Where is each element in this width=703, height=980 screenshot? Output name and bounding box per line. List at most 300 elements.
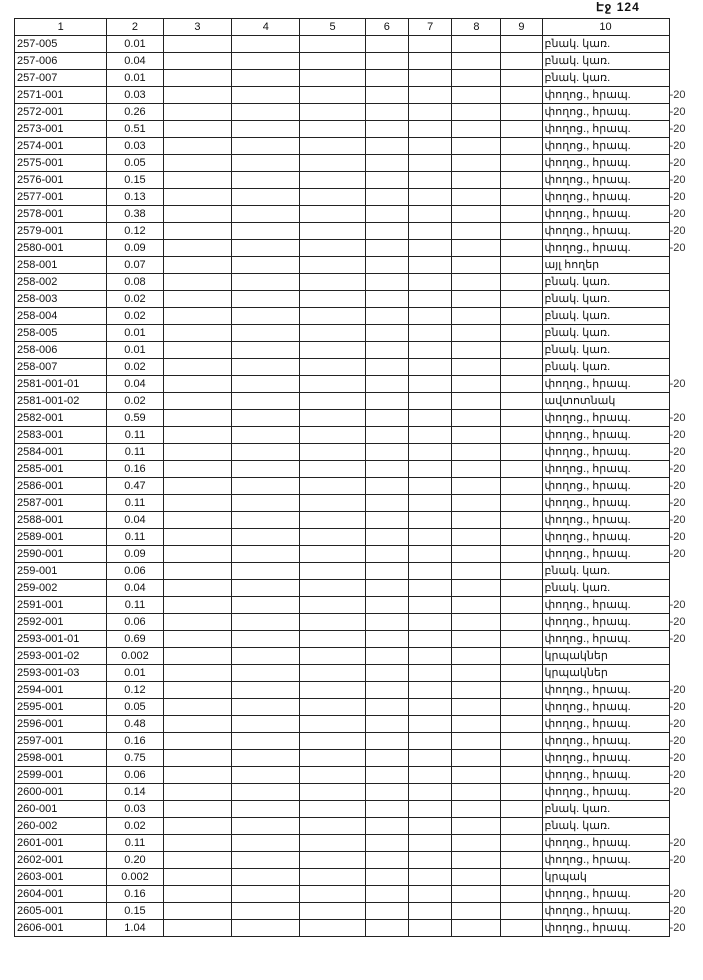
empty-cell: [452, 801, 501, 818]
area-cell: 0.06: [107, 563, 163, 580]
parcel-id-cell: 258-001: [15, 257, 107, 274]
empty-cell: [501, 274, 542, 291]
empty-cell: [163, 274, 231, 291]
empty-cell: [163, 580, 231, 597]
parcel-id-cell: 2602-001: [15, 852, 107, 869]
empty-cell: [232, 410, 300, 427]
empty-cell: [163, 172, 231, 189]
land-use-cell: կրպակ: [542, 869, 669, 886]
margin-mark: [669, 36, 686, 53]
land-use-cell: բնակ. կառ.: [542, 563, 669, 580]
empty-cell: [365, 393, 408, 410]
parcel-id-cell: 2578-001: [15, 206, 107, 223]
empty-cell: [232, 274, 300, 291]
area-cell: 0.002: [107, 648, 163, 665]
margin-mark: [669, 359, 686, 376]
empty-cell: [501, 631, 542, 648]
table-row: [15, 563, 687, 580]
empty-cell: [300, 733, 365, 750]
empty-cell: [365, 138, 408, 155]
empty-cell: [501, 580, 542, 597]
empty-cell: [409, 495, 452, 512]
land-use-cell: փողոց., հրապ.: [542, 495, 669, 512]
empty-cell: [452, 733, 501, 750]
empty-cell: [452, 206, 501, 223]
empty-cell: [452, 274, 501, 291]
table-row: [15, 903, 687, 920]
margin-mark: -20: [669, 837, 686, 849]
parcel-id-cell: 2605-001: [15, 903, 107, 920]
parcel-id-cell: 2600-001: [15, 784, 107, 801]
empty-cell: [452, 563, 501, 580]
area-cell: 0.04: [107, 376, 163, 393]
parcel-id-cell: 2586-001: [15, 478, 107, 495]
empty-cell: [501, 682, 542, 699]
land-register-table: [14, 18, 687, 937]
land-use-cell: փողոց., հրապ.: [542, 546, 669, 563]
empty-cell: [501, 104, 542, 121]
parcel-id-cell: 2588-001: [15, 512, 107, 529]
empty-cell: [365, 733, 408, 750]
area-cell: 0.13: [107, 189, 163, 206]
empty-cell: [409, 631, 452, 648]
empty-cell: [163, 920, 231, 937]
parcel-id-cell: 2596-001: [15, 716, 107, 733]
land-use-cell: բնակ. կառ.: [542, 308, 669, 325]
margin-mark: [669, 53, 686, 70]
parcel-id-cell: 2583-001: [15, 427, 107, 444]
empty-cell: [409, 410, 452, 427]
empty-cell: [232, 308, 300, 325]
table-row: [15, 580, 687, 597]
empty-cell: [300, 87, 365, 104]
table-row: [15, 240, 687, 257]
empty-cell: [163, 138, 231, 155]
table-row: [15, 767, 687, 784]
margin-mark: -20: [669, 463, 686, 475]
empty-cell: [409, 427, 452, 444]
empty-cell: [163, 325, 231, 342]
land-use-cell: կրպակներ: [542, 648, 669, 665]
empty-cell: [365, 53, 408, 70]
empty-cell: [232, 818, 300, 835]
empty-cell: [232, 631, 300, 648]
empty-cell: [300, 240, 365, 257]
land-use-cell: այլ հողեր: [542, 257, 669, 274]
empty-cell: [365, 104, 408, 121]
empty-cell: [409, 665, 452, 682]
empty-cell: [163, 206, 231, 223]
empty-cell: [300, 53, 365, 70]
empty-cell: [163, 376, 231, 393]
empty-cell: [501, 767, 542, 784]
empty-cell: [409, 461, 452, 478]
empty-cell: [163, 784, 231, 801]
empty-cell: [163, 614, 231, 631]
empty-cell: [232, 393, 300, 410]
margin-mark: -20: [669, 786, 686, 798]
margin-mark: -20: [669, 514, 686, 526]
empty-cell: [163, 308, 231, 325]
empty-cell: [163, 359, 231, 376]
empty-cell: [452, 87, 501, 104]
table-row: [15, 444, 687, 461]
table-row: [15, 733, 687, 750]
land-use-cell: փողոց., հրապ.: [542, 784, 669, 801]
empty-cell: [452, 818, 501, 835]
empty-cell: [300, 750, 365, 767]
empty-cell: [232, 614, 300, 631]
margin-mark: [669, 801, 686, 818]
land-use-cell: փողոց., հրապ.: [542, 461, 669, 478]
table-body: [15, 36, 687, 937]
empty-cell: [501, 206, 542, 223]
table-row: [15, 393, 687, 410]
empty-cell: [365, 172, 408, 189]
margin-mark: [669, 665, 686, 682]
empty-cell: [501, 291, 542, 308]
empty-cell: [501, 240, 542, 257]
empty-cell: [163, 886, 231, 903]
table-row: [15, 852, 687, 869]
empty-cell: [452, 784, 501, 801]
empty-cell: [452, 342, 501, 359]
empty-cell: [300, 461, 365, 478]
margin-mark: -20: [669, 446, 686, 458]
table-row: [15, 410, 687, 427]
area-cell: 0.75: [107, 750, 163, 767]
parcel-id-cell: 2582-001: [15, 410, 107, 427]
land-use-cell: փողոց., հրապ.: [542, 716, 669, 733]
area-cell: 0.15: [107, 172, 163, 189]
empty-cell: [163, 852, 231, 869]
empty-cell: [365, 699, 408, 716]
table-row: [15, 920, 687, 937]
empty-cell: [300, 427, 365, 444]
empty-cell: [409, 376, 452, 393]
column-header: 2: [107, 19, 163, 36]
empty-cell: [452, 614, 501, 631]
empty-cell: [365, 648, 408, 665]
parcel-id-cell: 2603-001: [15, 869, 107, 886]
empty-cell: [232, 801, 300, 818]
empty-cell: [409, 886, 452, 903]
empty-cell: [501, 121, 542, 138]
empty-cell: [501, 393, 542, 410]
empty-cell: [232, 257, 300, 274]
table-row: [15, 121, 687, 138]
area-cell: 0.59: [107, 410, 163, 427]
empty-cell: [452, 172, 501, 189]
area-cell: 0.05: [107, 699, 163, 716]
empty-cell: [163, 648, 231, 665]
margin-mark: [669, 563, 686, 580]
table-row: [15, 750, 687, 767]
parcel-id-cell: 260-001: [15, 801, 107, 818]
empty-cell: [365, 818, 408, 835]
empty-cell: [365, 342, 408, 359]
empty-cell: [300, 291, 365, 308]
empty-cell: [501, 903, 542, 920]
parcel-id-cell: 2581-001-02: [15, 393, 107, 410]
margin-mark: -20: [669, 208, 686, 220]
empty-cell: [409, 359, 452, 376]
area-cell: 0.01: [107, 342, 163, 359]
parcel-id-cell: 2580-001: [15, 240, 107, 257]
empty-cell: [501, 852, 542, 869]
empty-cell: [232, 138, 300, 155]
area-cell: 0.20: [107, 852, 163, 869]
empty-cell: [232, 682, 300, 699]
empty-cell: [365, 427, 408, 444]
area-cell: 0.02: [107, 359, 163, 376]
empty-cell: [163, 461, 231, 478]
empty-cell: [163, 342, 231, 359]
empty-cell: [501, 410, 542, 427]
empty-cell: [452, 665, 501, 682]
empty-cell: [163, 801, 231, 818]
parcel-id-cell: 258-006: [15, 342, 107, 359]
empty-cell: [232, 444, 300, 461]
empty-cell: [409, 648, 452, 665]
margin-mark: -20: [669, 752, 686, 764]
empty-cell: [232, 359, 300, 376]
land-use-cell: կրպակներ: [542, 665, 669, 682]
margin-mark: -20: [669, 378, 686, 390]
margin-mark: -20: [669, 684, 686, 696]
empty-cell: [232, 461, 300, 478]
empty-cell: [452, 546, 501, 563]
area-cell: 0.08: [107, 274, 163, 291]
empty-cell: [452, 750, 501, 767]
empty-cell: [409, 767, 452, 784]
empty-cell: [409, 529, 452, 546]
empty-cell: [300, 189, 365, 206]
parcel-id-cell: 2595-001: [15, 699, 107, 716]
margin-mark: -20: [669, 191, 686, 203]
area-cell: 0.11: [107, 444, 163, 461]
empty-cell: [300, 36, 365, 53]
empty-cell: [365, 70, 408, 87]
area-cell: 0.02: [107, 818, 163, 835]
empty-cell: [163, 444, 231, 461]
land-use-cell: փողոց., հրապ.: [542, 529, 669, 546]
parcel-id-cell: 2606-001: [15, 920, 107, 937]
table-row: [15, 869, 687, 886]
table-row: [15, 342, 687, 359]
area-cell: 0.16: [107, 461, 163, 478]
empty-cell: [232, 767, 300, 784]
empty-cell: [409, 155, 452, 172]
table-row: [15, 70, 687, 87]
empty-cell: [501, 376, 542, 393]
empty-cell: [365, 563, 408, 580]
land-use-cell: փողոց., հրապ.: [542, 614, 669, 631]
parcel-id-cell: 257-005: [15, 36, 107, 53]
empty-cell: [452, 104, 501, 121]
parcel-id-cell: 2575-001: [15, 155, 107, 172]
empty-cell: [300, 274, 365, 291]
empty-cell: [501, 189, 542, 206]
table-row: [15, 784, 687, 801]
empty-cell: [232, 699, 300, 716]
land-use-cell: փողոց., հրապ.: [542, 444, 669, 461]
land-use-cell: փողոց., հրապ.: [542, 750, 669, 767]
parcel-id-cell: 258-003: [15, 291, 107, 308]
empty-cell: [163, 104, 231, 121]
table-row: [15, 87, 687, 104]
empty-cell: [300, 529, 365, 546]
parcel-id-cell: 2581-001-01: [15, 376, 107, 393]
land-use-cell: բնակ. կառ.: [542, 580, 669, 597]
parcel-id-cell: 2585-001: [15, 461, 107, 478]
land-use-cell: բնակ. կառ.: [542, 70, 669, 87]
parcel-id-cell: 258-002: [15, 274, 107, 291]
table-row: [15, 274, 687, 291]
area-cell: 0.04: [107, 53, 163, 70]
empty-cell: [232, 648, 300, 665]
parcel-id-cell: 2601-001: [15, 835, 107, 852]
margin-mark: [669, 342, 686, 359]
table-row: [15, 818, 687, 835]
margin-mark: -20: [669, 718, 686, 730]
empty-cell: [409, 257, 452, 274]
empty-cell: [232, 750, 300, 767]
land-use-cell: բնակ. կառ.: [542, 291, 669, 308]
empty-cell: [232, 886, 300, 903]
column-header: 3: [163, 19, 231, 36]
empty-cell: [365, 410, 408, 427]
column-header: 7: [409, 19, 452, 36]
empty-cell: [501, 563, 542, 580]
area-cell: 0.48: [107, 716, 163, 733]
empty-cell: [232, 478, 300, 495]
empty-cell: [501, 920, 542, 937]
land-use-cell: փողոց., հրապ.: [542, 206, 669, 223]
empty-cell: [501, 614, 542, 631]
empty-cell: [300, 512, 365, 529]
land-use-cell: փողոց., հրապ.: [542, 87, 669, 104]
empty-cell: [452, 223, 501, 240]
margin-mark: [669, 580, 686, 597]
land-use-cell: փողոց., հրապ.: [542, 155, 669, 172]
empty-cell: [365, 274, 408, 291]
margin-mark: [669, 648, 686, 665]
margin-mark: [669, 291, 686, 308]
empty-cell: [232, 325, 300, 342]
margin-mark: -20: [669, 701, 686, 713]
parcel-id-cell: 2593-001-03: [15, 665, 107, 682]
empty-cell: [365, 478, 408, 495]
empty-cell: [452, 767, 501, 784]
empty-cell: [501, 597, 542, 614]
empty-cell: [163, 818, 231, 835]
table-row: [15, 291, 687, 308]
empty-cell: [232, 121, 300, 138]
empty-cell: [300, 223, 365, 240]
table-row: [15, 529, 687, 546]
empty-cell: [452, 512, 501, 529]
parcel-id-cell: 259-001: [15, 563, 107, 580]
area-cell: 0.11: [107, 529, 163, 546]
parcel-id-cell: 257-007: [15, 70, 107, 87]
land-use-cell: փողոց., հրապ.: [542, 104, 669, 121]
empty-cell: [409, 801, 452, 818]
parcel-id-cell: 2593-001-02: [15, 648, 107, 665]
table-row: [15, 189, 687, 206]
empty-cell: [232, 512, 300, 529]
table-row: [15, 427, 687, 444]
empty-cell: [365, 325, 408, 342]
table-row: [15, 478, 687, 495]
empty-cell: [300, 665, 365, 682]
margin-mark: -20: [669, 225, 686, 237]
empty-cell: [365, 801, 408, 818]
empty-cell: [452, 580, 501, 597]
margin-mark: -20: [669, 89, 686, 101]
empty-cell: [163, 512, 231, 529]
empty-cell: [365, 36, 408, 53]
empty-cell: [365, 631, 408, 648]
table-row: [15, 206, 687, 223]
land-use-cell: փողոց., հրապ.: [542, 512, 669, 529]
empty-cell: [163, 665, 231, 682]
parcel-id-cell: 2604-001: [15, 886, 107, 903]
parcel-id-cell: 2590-001: [15, 546, 107, 563]
parcel-id-cell: 2579-001: [15, 223, 107, 240]
empty-cell: [409, 478, 452, 495]
parcel-id-cell: 2593-001-01: [15, 631, 107, 648]
empty-cell: [409, 682, 452, 699]
area-cell: 0.07: [107, 257, 163, 274]
margin-spacer: [669, 19, 686, 36]
area-cell: 0.16: [107, 733, 163, 750]
column-header: 8: [452, 19, 501, 36]
area-cell: 0.09: [107, 240, 163, 257]
empty-cell: [409, 172, 452, 189]
empty-cell: [300, 699, 365, 716]
margin-mark: -20: [669, 531, 686, 543]
empty-cell: [365, 257, 408, 274]
empty-cell: [452, 886, 501, 903]
empty-cell: [300, 818, 365, 835]
empty-cell: [365, 920, 408, 937]
margin-mark: -20: [669, 242, 686, 254]
land-use-cell: բնակ. կառ.: [542, 274, 669, 291]
empty-cell: [452, 597, 501, 614]
empty-cell: [365, 750, 408, 767]
land-use-cell: փողոց., հրապ.: [542, 240, 669, 257]
empty-cell: [365, 512, 408, 529]
empty-cell: [365, 121, 408, 138]
area-cell: 0.11: [107, 597, 163, 614]
empty-cell: [300, 495, 365, 512]
empty-cell: [163, 87, 231, 104]
empty-cell: [452, 716, 501, 733]
land-use-cell: փողոց., հրապ.: [542, 478, 669, 495]
parcel-id-cell: 2592-001: [15, 614, 107, 631]
parcel-id-cell: 2597-001: [15, 733, 107, 750]
empty-cell: [232, 529, 300, 546]
empty-cell: [300, 920, 365, 937]
table-row: [15, 716, 687, 733]
parcel-id-cell: 2598-001: [15, 750, 107, 767]
empty-cell: [501, 529, 542, 546]
empty-cell: [163, 869, 231, 886]
empty-cell: [452, 852, 501, 869]
land-use-cell: փողոց., հրապ.: [542, 172, 669, 189]
area-cell: 0.11: [107, 427, 163, 444]
